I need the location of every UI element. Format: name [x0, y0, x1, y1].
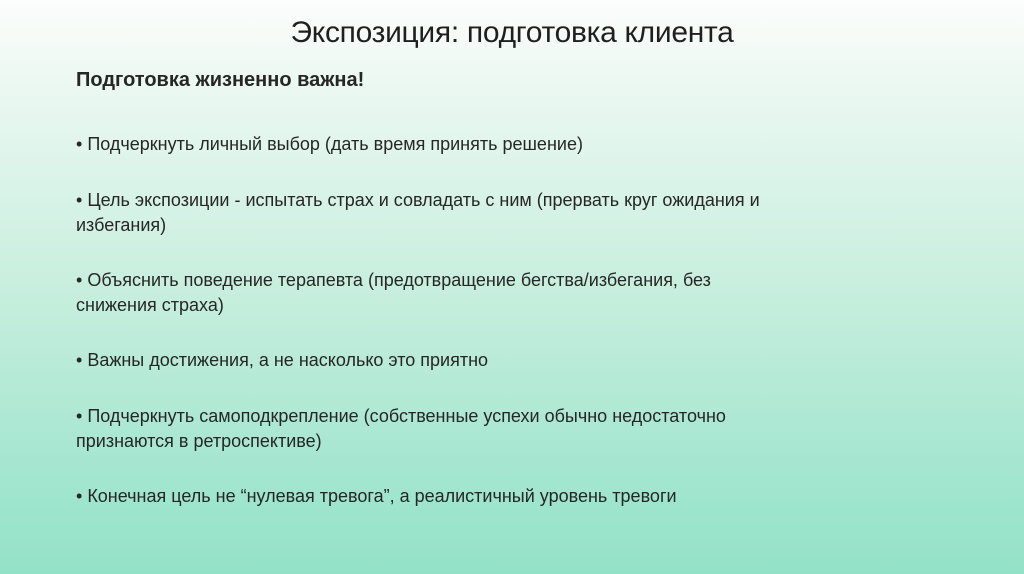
bullet-item-achievements: • Важны достижения, а не насколько это приятно: [76, 348, 488, 373]
bullet-item-therapist-behavior: • Объяснить поведение терапевта (предотвращение бегства/избегания, без снижения страха): [76, 268, 796, 318]
slide-subtitle: Подготовка жизненно важна!: [76, 69, 365, 91]
bullet-item-exposure-goal: • Цель экспозиции - испытать страх и совладать с ним (прервать круг ожидания и избегания): [76, 188, 796, 238]
bullet-item-final-goal: • Конечная цель не “нулевая тревога”, а реалистичный уровень тревоги: [76, 484, 677, 509]
bullet-item-personal-choice: • Подчеркнуть личный выбор (дать время принять решение): [76, 132, 583, 157]
slide-content: [76, 64, 796, 506]
bullet-item-self-reinforcement: • Подчеркнуть самоподкрепление (собственные успехи обычно недостаточно признаются в ретроспективе): [76, 404, 796, 454]
slide-title: Экспозиция: подготовка клиента: [290, 16, 734, 49]
